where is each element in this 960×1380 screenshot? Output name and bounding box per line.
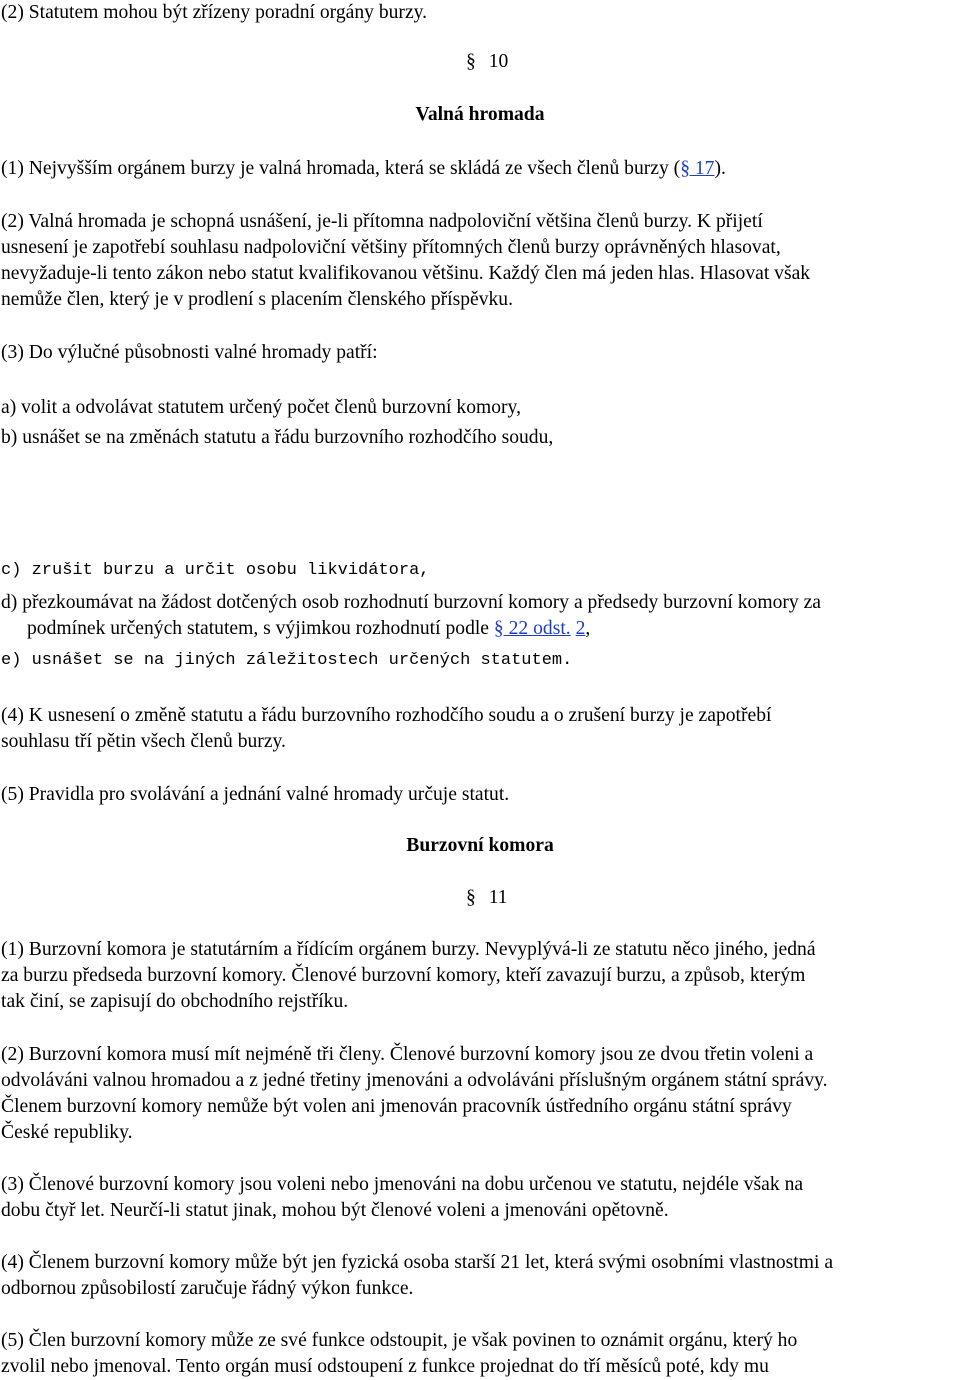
- list-item-d-line-2: [27, 616, 590, 642]
- list-item-d-text: podmínek určených statutem, s výjimkou rozhodnutí podle: [27, 618, 494, 639]
- paragraph-2-line-1: (2) Valná hromada je schopná usnášení, je-li přítomna nadpoloviční většina členů burzy. K přijetí: [1, 211, 763, 232]
- paragraph-line: (2) Statutem mohou být zřízeny poradní orgány burzy.: [1, 2, 428, 23]
- komora-paragraph-5-line-2: zvolil nebo jmenoval. Tento orgán musí odstoupení z funkce projednat do tří měsíců poté, kdy mu: [1, 1356, 769, 1377]
- komora-paragraph-2-line-2: odvoláváni valnou hromadou a z jedné třetiny jmenováni a odvoláváni příslušným orgánem státní správy.: [1, 1070, 828, 1091]
- list-item-d-line-1: d) přezkoumávat na žádost dotčených osob rozhodnutí burzovní komory a předsedy burzovní komory za: [1, 592, 821, 613]
- paragraph-5: (5) Pravidla pro svolávání a jednání valné hromady určuje statut.: [1, 784, 510, 805]
- komora-paragraph-5-line-1: (5) Člen burzovní komory může ze své funkce odstoupit, je však povinen to oznámit orgánu, který ho: [1, 1330, 798, 1351]
- section-sign: §: [466, 887, 476, 908]
- section-number: 10: [488, 51, 509, 72]
- komora-paragraph-1-line-2: za burzu předseda burzovní komory. Členové burzovní komory, kteří zavazují burzu, a způsob, kterým: [1, 965, 806, 986]
- heading-burzovni-komora: Burzovní komora: [406, 835, 554, 856]
- komora-paragraph-4-line-2: odbornou způsobilostí zaručuje řádný výkon funkce.: [1, 1278, 414, 1299]
- paragraph-3: (3) Do výlučné působnosti valné hromady patří:: [1, 342, 378, 363]
- list-item-d-end: ,: [585, 618, 591, 639]
- link-section-17[interactable]: § 17: [680, 158, 715, 179]
- paragraph-2-line-2: usnesení je zapotřebí souhlasu nadpoloviční většiny přítomných členů burzy oprávněných hlasovat,: [1, 237, 781, 258]
- list-item-c: c) zrušit burzu a určit osobu likvidátora,: [1, 561, 430, 580]
- heading-valna-hromada: Valná hromada: [415, 104, 545, 125]
- section-number: 11: [488, 887, 508, 908]
- list-item-e: e) usnášet se na jiných záležitostech určených statutem.: [1, 651, 573, 670]
- komora-paragraph-2-line-1: (2) Burzovní komora musí mít nejméně tři členy. Členové burzovní komory jsou ze dvou třetin voleni a: [1, 1044, 814, 1065]
- section-sign: §: [466, 51, 476, 72]
- komora-paragraph-1-line-3: tak činí, se zapisují do obchodního rejstříku.: [1, 991, 349, 1012]
- paragraph-2-line-4: nemůže člen, který je v prodlení s placením členského příspěvku.: [1, 289, 513, 310]
- komora-paragraph-1-line-1: (1) Burzovní komora je statutárním a řídícím orgánem burzy. Nevyplývá-li ze statutu něco jiného, jedná: [1, 939, 816, 960]
- paragraph-2-line-3: nevyžaduje-li tento zákon nebo statut kvalifikovanou většinu. Každý člen má jeden hlas. Hlasovat však: [1, 263, 811, 284]
- paragraph-1: [1, 156, 726, 182]
- list-item-a: a) volit a odvolávat statutem určený počet členů burzovní komory,: [1, 397, 521, 418]
- paragraph-4-line-1: (4) K usnesení o změně statutu a řádu burzovního rozhodčího soudu a o zrušení burzy je zapotřebí: [1, 705, 772, 726]
- komora-paragraph-3-line-2: dobu čtyř let. Neurčí-li statut jinak, mohou být členové voleni a jmenováni opětovně.: [1, 1200, 669, 1221]
- list-item-b: b) usnášet se na změnách statutu a řádu burzovního rozhodčího soudu,: [1, 427, 554, 448]
- komora-paragraph-2-line-4: České republiky.: [1, 1122, 133, 1143]
- paragraph-1-end: ).: [714, 158, 726, 179]
- paragraph-4-line-2: souhlasu tří pětin všech členů burzy.: [1, 731, 286, 752]
- komora-paragraph-2-line-3: Členem burzovní komory nemůže být volen ani jmenován pracovník ústředního orgánu státní správy: [1, 1096, 792, 1117]
- link-section-22[interactable]: § 22 odst.: [493, 618, 571, 639]
- section-11-heading: [466, 885, 508, 911]
- komora-paragraph-3-line-1: (3) Členové burzovní komory jsou voleni nebo jmenováni na dobu určenou ve statutu, nejdéle však na: [1, 1174, 804, 1195]
- section-10-heading: [466, 49, 508, 75]
- link-odst-2[interactable]: 2: [575, 618, 586, 639]
- komora-paragraph-4-line-1: (4) Členem burzovní komory může být jen fyzická osoba starší 21 let, která svými osobními vlastnostmi a: [1, 1252, 834, 1273]
- paragraph-1-text: (1) Nejvyšším orgánem burzy je valná hromada, která se skládá ze všech členů burzy (: [1, 158, 681, 179]
